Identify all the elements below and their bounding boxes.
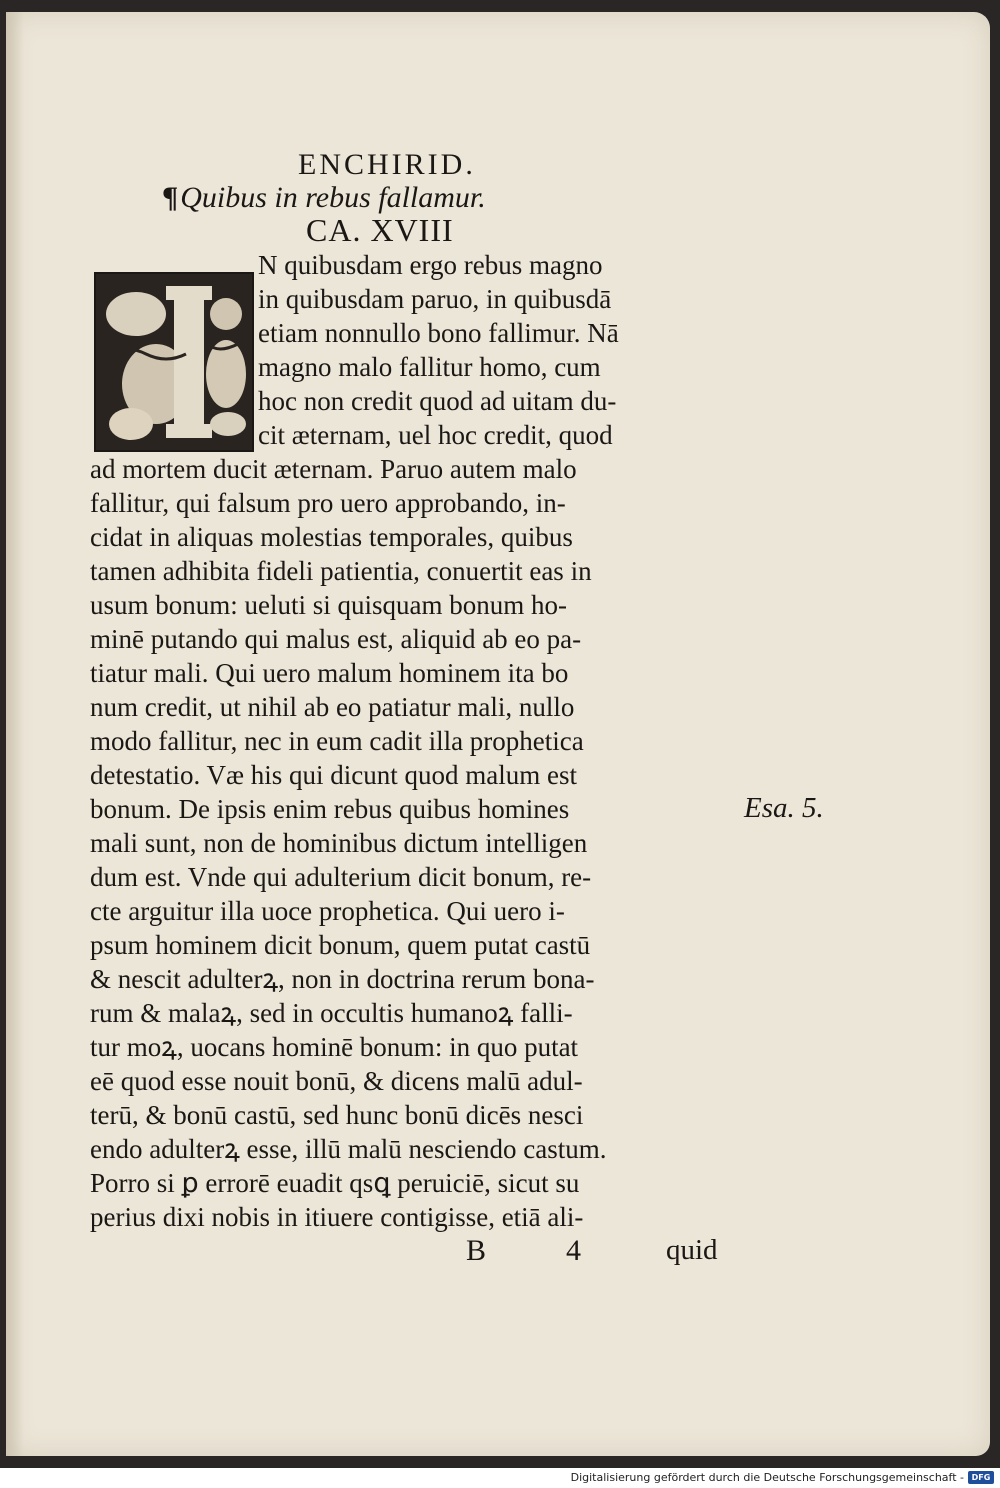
text-line: fallitur, qui falsum pro uero approbando, in- [90, 488, 566, 518]
text-line: mali sunt, non de hominibus dictum intelligen [90, 828, 588, 858]
text-line: terū, & bonū castū, sed hunc bonū dicēs nesci [90, 1100, 584, 1130]
chapter-title [162, 181, 582, 215]
text-line: Porro si ꝑ errorē euadit qsꝗ peruiciē, sicut su [90, 1168, 580, 1198]
chapter-number: CA. XVIII [306, 212, 454, 248]
chapter-title-text: Quibus in rebus fallamur. [180, 181, 486, 214]
text-line: minē putando qui malus est, aliquid ab eo pa- [90, 624, 582, 654]
text-line: tur moꝝ, uocans hominē bonum: in quo putat [90, 1032, 579, 1062]
text-line: etiam nonnullo bono fallimur. Nā [258, 318, 619, 348]
text-line: in quibusdam paruo, in quibusdā [258, 284, 612, 314]
book-page [6, 12, 990, 1456]
text-line: perius dixi nobis in itiuere contigisse, etiā ali- [90, 1202, 584, 1232]
text-line: & nescit adulterꝝ, non in doctrina rerum bona- [90, 964, 595, 994]
text-line: ad mortem ducit æternam. Paruo autem malo [90, 454, 577, 484]
text-line: tamen adhibita fideli patientia, conuertit eas in [90, 556, 592, 586]
text-line: cit æternam, uel hoc credit, quod [258, 420, 613, 450]
text-line: dum est. Vnde qui adulterium dicit bonum, re- [90, 862, 592, 892]
footer-bar [0, 1468, 1000, 1488]
text-line: cte arguitur illa uoce prophetica. Qui uero i- [90, 896, 565, 926]
funding-credit: Digitalisierung gefördert durch die Deutsche Forschungsgemeinschaft - [570, 1471, 964, 1484]
pilcrow-mark: ¶ [162, 181, 179, 214]
text-line: detestatio. Væ his qui dicunt quod malum est [90, 760, 577, 790]
text-line: N quibusdam ergo rebus magno [258, 250, 603, 280]
text-line: eē quod esse nouit bonū, & dicens malū adul- [90, 1066, 583, 1096]
text-line: tiatur mali. Qui uero malum hominem ita bo [90, 658, 569, 688]
text-line: cidat in aliquas molestias temporales, quibus [90, 522, 573, 552]
text-line: hoc non credit quod ad uitam du- [258, 386, 617, 416]
running-head: ENCHIRID. [298, 148, 476, 181]
text-line: magno malo fallitur homo, cum [258, 352, 601, 382]
catchword: quid [666, 1234, 718, 1266]
text-line: num credit, ut nihil ab eo patiatur mali, nullo [90, 692, 575, 722]
text-line: modo fallitur, nec in eum cadit illa prophetica [90, 726, 584, 756]
text-line: usum bonum: ueluti si quisquam bonum ho- [90, 590, 567, 620]
dfg-logo: DFG [968, 1471, 994, 1484]
text-line: bonum. De ipsis enim rebus quibus homines [90, 794, 570, 824]
page-number: 4 [566, 1234, 581, 1267]
body-text [6, 248, 990, 1288]
text-line: endo adulterꝝ esse, illū malū nesciendo castum. [90, 1134, 607, 1164]
marginal-note: Esa. 5. [744, 792, 824, 824]
signature-mark: B [466, 1234, 487, 1267]
text-line: psum hominem dicit bonum, quem putat castū [90, 930, 591, 960]
text-line: rum & malaꝝ, sed in occultis humanoꝝ falli- [90, 998, 573, 1028]
